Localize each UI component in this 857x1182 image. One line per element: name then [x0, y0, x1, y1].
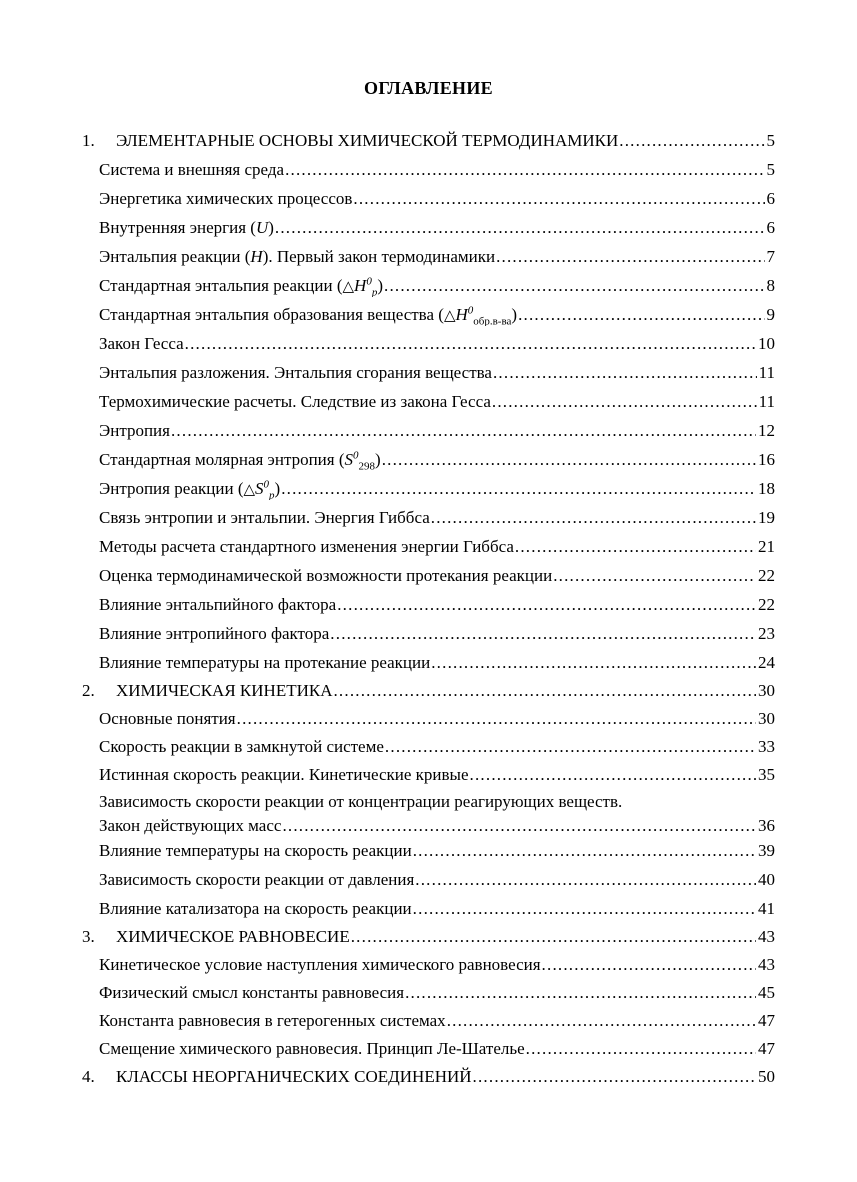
- toc-label: Истинная скорость реакции. Кинетические кривые: [99, 765, 469, 784]
- toc-label: ХИМИЧЕСКОЕ РАВНОВЕСИЕ: [116, 927, 350, 946]
- toc-label: Зависимость скорости реакции от давления: [99, 870, 415, 889]
- page-number: 22: [758, 595, 775, 614]
- page-number: 43: [758, 955, 775, 974]
- toc-chapter-3[interactable]: [0, 926, 857, 948]
- toc-label: Закон действующих масс: [99, 816, 282, 835]
- dot-leader: [285, 159, 764, 181]
- symbol: S: [344, 450, 354, 469]
- dot-leader: [282, 815, 756, 837]
- page-number: 23: [758, 624, 775, 643]
- toc-item[interactable]: [0, 420, 857, 442]
- toc-label: Влияние энтальпийного фактора: [99, 595, 337, 614]
- dot-leader: [431, 652, 756, 674]
- dot-leader: [518, 304, 764, 326]
- toc-label: Стандартная энтальпия реакции $(\triangle H^0_p)$: [99, 275, 383, 297]
- toc-item[interactable]: [0, 791, 857, 839]
- toc-item[interactable]: [0, 954, 857, 976]
- dot-leader: [553, 565, 756, 587]
- toc-item[interactable]: [0, 764, 857, 786]
- dot-leader: [333, 680, 756, 702]
- symbol: H: [250, 247, 263, 266]
- toc-chapter-2[interactable]: [0, 680, 857, 702]
- symbol: S: [255, 479, 264, 498]
- toc-label: Влияние энтропийного фактора: [99, 624, 330, 643]
- chapter-number: 1.: [82, 131, 95, 150]
- toc-item[interactable]: [0, 982, 857, 1004]
- toc-item[interactable]: [0, 478, 857, 500]
- page-number: 41: [758, 899, 775, 918]
- toc-chapter-1[interactable]: [0, 130, 857, 152]
- page-number: 8: [766, 276, 775, 295]
- toc-item[interactable]: [0, 736, 857, 758]
- toc-item[interactable]: [0, 391, 857, 413]
- page-number: 5: [766, 160, 775, 179]
- toc-item[interactable]: [0, 840, 857, 862]
- dot-leader: [413, 898, 756, 920]
- page-number: 33: [758, 737, 775, 756]
- toc-item[interactable]: [0, 188, 857, 210]
- toc-label: Влияние катализатора на скорость реакции: [99, 899, 412, 918]
- toc-chapter-4[interactable]: [0, 1066, 857, 1088]
- dot-leader: [619, 130, 764, 152]
- toc-label: Влияние температуры на скорость реакции: [99, 841, 412, 860]
- delta-icon: △: [342, 277, 355, 295]
- dot-leader: [385, 736, 756, 758]
- dot-leader: [447, 1010, 756, 1032]
- toc-item[interactable]: [0, 869, 857, 891]
- toc-label: КЛАССЫ НЕОРГАНИЧЕСКИХ СОЕДИНЕНИЙ: [116, 1067, 472, 1086]
- toc-label: Внутренняя энергия (U): [99, 218, 274, 237]
- dot-leader: [515, 536, 756, 558]
- toc-label: Термохимические расчеты. Следствие из закона Гесса: [99, 392, 491, 411]
- page-number: 45: [758, 983, 775, 1002]
- toc-item[interactable]: [0, 652, 857, 674]
- dot-leader: [405, 982, 756, 1004]
- page-number: 10: [758, 334, 775, 353]
- toc-item[interactable]: [0, 246, 857, 268]
- dot-leader: [413, 840, 756, 862]
- toc-label: Энтропия: [99, 421, 170, 440]
- page-number: 5: [766, 131, 775, 150]
- toc-label: ЭЛЕМЕНТАРНЫЕ ОСНОВЫ ХИМИЧЕСКОЙ ТЕРМОДИНАМИКИ: [116, 131, 619, 150]
- toc-label: Система и внешняя среда: [99, 160, 285, 179]
- toc-label: Энтальпия разложения. Энтальпия сгорания вещества: [99, 363, 492, 382]
- chapter-number: 3.: [82, 927, 95, 946]
- page-title: ОГЛАВЛЕНИЕ: [364, 78, 493, 98]
- toc-item[interactable]: [0, 507, 857, 529]
- chapter-number: 4.: [82, 1067, 95, 1086]
- toc-label: Смещение химического равновесия. Принцип Ле-Шателье: [99, 1039, 525, 1058]
- page-number: 12: [758, 421, 775, 440]
- toc-item[interactable]: [0, 159, 857, 181]
- page-number: 47: [758, 1039, 775, 1058]
- dot-leader: [281, 478, 756, 500]
- dot-leader: [492, 391, 757, 413]
- dot-leader: [275, 217, 765, 239]
- dot-leader: [351, 926, 756, 948]
- dot-leader: [496, 246, 764, 268]
- page-number: 50: [758, 1067, 775, 1086]
- page-number: 47: [758, 1011, 775, 1030]
- delta-icon: △: [443, 306, 456, 324]
- toc-label: ХИМИЧЕСКАЯ КИНЕТИКА: [116, 681, 333, 700]
- dot-leader: [415, 869, 756, 891]
- page-number: 11: [758, 363, 775, 382]
- dot-leader: [330, 623, 756, 645]
- page-number: 7: [766, 247, 775, 266]
- dot-leader: [431, 507, 756, 529]
- toc-item[interactable]: [0, 449, 857, 471]
- toc-label: Константа равновесия в гетерогенных системах: [99, 1011, 446, 1030]
- dot-leader: [382, 449, 756, 471]
- toc-label: Основные понятия: [99, 709, 236, 728]
- page-number: 16: [758, 450, 775, 469]
- dot-leader: [473, 1066, 756, 1088]
- delta-icon: △: [243, 480, 256, 498]
- symbol: H: [354, 276, 367, 295]
- toc-item[interactable]: [0, 708, 857, 730]
- page-number: 30: [758, 681, 775, 700]
- page-number: 36: [758, 816, 775, 835]
- toc-label: Стандартная молярная энтропия $(S^0_{298})$: [99, 449, 381, 471]
- dot-leader: [353, 188, 764, 210]
- dot-leader: [171, 420, 756, 442]
- toc-label: Оценка термодинамической возможности протекания реакции: [99, 566, 553, 585]
- page-number: 19: [758, 508, 775, 527]
- toc-label: Энергетика химических процессов: [99, 189, 353, 208]
- page-number: 22: [758, 566, 775, 585]
- page-number: 24: [758, 653, 775, 672]
- dot-leader: [542, 954, 756, 976]
- page-number: 9: [766, 305, 775, 324]
- toc-label: Физический смысл константы равновесия: [99, 983, 405, 1002]
- toc-item[interactable]: [0, 362, 857, 384]
- dot-leader: [237, 708, 756, 730]
- toc-item[interactable]: [0, 898, 857, 920]
- toc-label: Кинетическое условие наступления химического равновесия: [99, 955, 541, 974]
- toc-label-line-1: Зависимость скорости реакции от концентрации реагирующих веществ.: [99, 792, 623, 811]
- chapter-number: 2.: [82, 681, 95, 700]
- toc-label: Скорость реакции в замкнутой системе: [99, 737, 384, 756]
- toc-item[interactable]: [0, 536, 857, 558]
- toc-item[interactable]: [0, 623, 857, 645]
- toc-item[interactable]: [0, 1038, 857, 1060]
- toc-item[interactable]: [0, 275, 857, 297]
- toc-item[interactable]: [0, 304, 857, 326]
- page-number: 21: [758, 537, 775, 556]
- page-number: 6: [766, 189, 775, 208]
- toc-label: Закон Гесса: [99, 334, 184, 353]
- toc-item[interactable]: [0, 565, 857, 587]
- toc-item[interactable]: [0, 594, 857, 616]
- toc-label: Энтальпия реакции (H). Первый закон термодинамики: [99, 247, 496, 266]
- toc-item[interactable]: [0, 217, 857, 239]
- toc-item[interactable]: [0, 333, 857, 355]
- dot-leader: [337, 594, 756, 616]
- page-number: 39: [758, 841, 775, 860]
- page-number: 6: [766, 218, 775, 237]
- page-number: 18: [758, 479, 775, 498]
- dot-leader: [526, 1038, 756, 1060]
- page-number: 11: [758, 392, 775, 411]
- toc-label: Энтропия реакции $(\triangle S^0_p)$: [99, 478, 281, 500]
- toc-label: Стандартная энтальпия образования вещества $(\triangle H^0_{обр.в-ва})$: [99, 304, 518, 326]
- dot-leader: [493, 362, 757, 384]
- toc-label: Методы расчета стандартного изменения энергии Гиббса: [99, 537, 514, 556]
- toc-label: Влияние температуры на протекание реакции: [99, 653, 431, 672]
- symbol: U: [255, 218, 269, 237]
- dot-leader: [384, 275, 765, 297]
- toc-label: Связь энтропии и энтальпии. Энергия Гиббса: [99, 508, 430, 527]
- page-number: 35: [758, 765, 775, 784]
- dot-leader: [185, 333, 756, 355]
- dot-leader: [470, 764, 756, 786]
- page-number: 30: [758, 709, 775, 728]
- symbol: H: [455, 305, 468, 324]
- toc-item[interactable]: [0, 1010, 857, 1032]
- page-number: 40: [758, 870, 775, 889]
- page-number: 43: [758, 927, 775, 946]
